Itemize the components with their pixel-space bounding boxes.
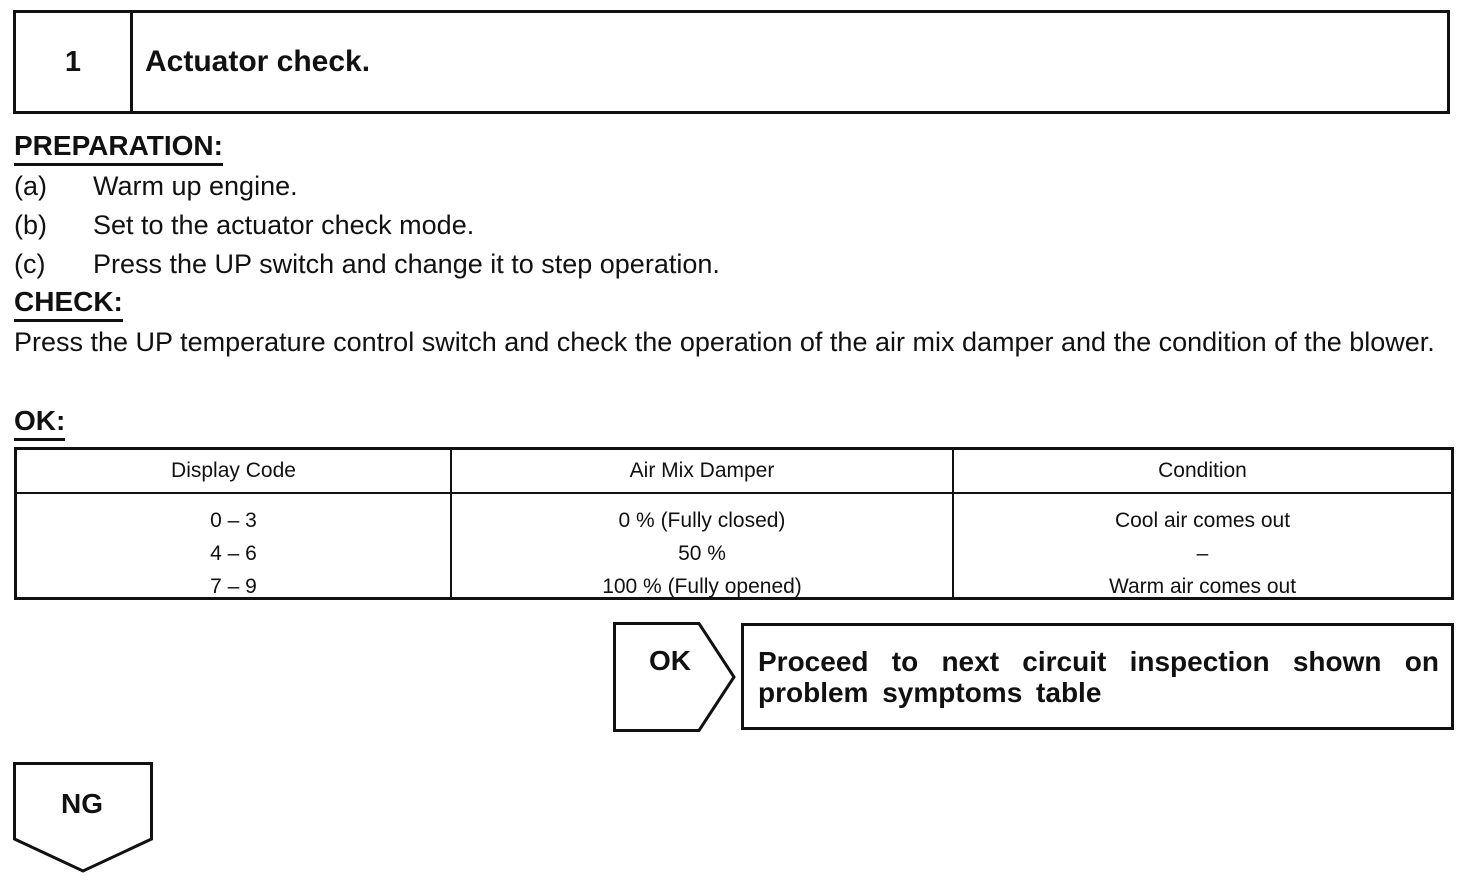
ok-result-label: OK <box>649 645 691 676</box>
table-header: Condition <box>954 450 1451 494</box>
table-cell: 50 % <box>678 542 726 565</box>
step-title: Actuator check. <box>145 45 371 78</box>
table-cell: Warm air comes out <box>1108 575 1297 598</box>
table-cell: – <box>1196 542 1209 565</box>
table-cell: 0 – 3 <box>210 509 257 532</box>
check-heading: CHECK: <box>14 286 123 322</box>
ok-result-box <box>741 623 1454 730</box>
preparation-item-a <box>14 169 298 203</box>
item-text: Press the UP switch and change it to step operation. <box>93 249 720 279</box>
ok-condition-table <box>14 447 1454 600</box>
table-header: Air Mix Damper <box>452 450 952 494</box>
table-cell: 0 % (Fully closed) <box>618 509 786 532</box>
step-header <box>13 10 1450 114</box>
table-column-condition <box>954 450 1451 597</box>
check-description: Press the UP temperature control switch and check the operation of the air mix damper and the condition of the blower. <box>14 327 1435 357</box>
table-cell: 7 – 9 <box>210 575 257 598</box>
item-marker: (a) <box>14 171 47 201</box>
table-cell: 4 – 6 <box>210 542 257 565</box>
item-text: Warm up engine. <box>93 171 298 201</box>
table-cell: 100 % (Fully opened) <box>602 575 802 598</box>
preparation-item-c <box>14 247 720 281</box>
preparation-heading: PREPARATION: <box>14 130 223 166</box>
item-marker: (b) <box>14 210 47 240</box>
ok-heading: OK: <box>14 405 65 441</box>
preparation-item-b <box>14 208 474 242</box>
table-cell: Cool air comes out <box>1114 509 1291 532</box>
table-column-air-mix-damper <box>452 450 954 597</box>
ok-result-text: Proceed to next circuit inspection shown on problem symptoms table <box>758 646 1439 708</box>
table-column-display-code <box>17 450 452 597</box>
table-header: Display Code <box>17 450 450 494</box>
item-marker: (c) <box>14 249 46 279</box>
item-text: Set to the actuator check mode. <box>93 210 475 240</box>
ng-result-label: NG <box>61 788 103 819</box>
step-number: 1 <box>16 13 133 111</box>
